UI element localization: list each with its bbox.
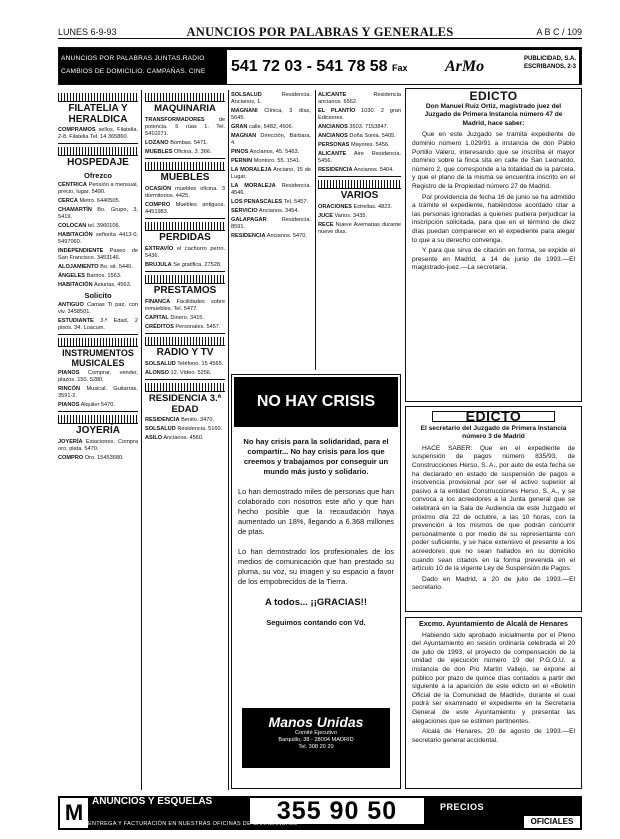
list-item [58,127,138,141]
filatelia-icon [58,93,138,102]
edicto-paragraph: Y para que sirva de citación en forma, se expide el presente en Madrid, a 14 de junio de 1993.—El magistrado-juez.—La secretaria. [412,247,575,272]
list-item: ALOJAMIENTO Bo. sit. 5440. [58,264,133,270]
section-prestamos: PRESTAMOS [153,285,217,296]
org-name: Manos Unidas [268,714,364,730]
list-item: LOS PENASCALES Tel. 5457. [231,199,309,205]
list-item: GALAPAGAR Residencia. 8591. [231,217,311,230]
list-item: LOZANO Bombas. 5471. [145,140,208,146]
list-item: RINCÓN Musical. Guitarras. 3591-2. [58,386,138,399]
instrumentos-icon [58,338,138,347]
footer-phone: 355 90 50 [250,798,424,824]
edicto-paragraph: Alcalá de Henares, 20 de agosto de 1993.—El secretario general accidental. [412,728,575,744]
fax-label: Fax [392,63,408,73]
list-item: COMPRO Oro. 15453680. [58,455,124,461]
manos-unidas-logo [242,708,390,768]
list-item: SOLSALUD Residencia. Ancianos, 1. [231,92,311,105]
column-3 [231,90,311,370]
footer-precios: PRECIOS [440,802,485,812]
list-item: ANCIANOS 3503. 7153847. [318,124,389,130]
crisis-paragraph: Lo han demostrado miles de personas que han colaborado con nosotros este año y que han hecho posible que la recaudación haya aumentado un 18%, llegando a 6.368 millones de ptas. [238,487,394,536]
hospedaje-icon [58,147,138,156]
edicto-title: EDICTO [469,89,518,103]
logo-sub: PUBLICIDAD, S.A. ESCRIBANOS, 2-3 [523,56,576,70]
footer-tagline: ENTREGA Y FACTURACIÓN EN NUESTRAS OFICINAS DE CARABANCHEL [88,821,298,827]
item-text: sellos, Filatelia. 2-8. Filatelia Tel. 14 365860. [58,127,138,140]
edicto-title: Excmo. Ayuntamiento de Alcalá de Henares [419,619,568,628]
edicto-box-2 [405,406,582,612]
section-residencia: RESIDENCIA 3.ª EDAD [148,393,222,415]
radio-icon [145,337,225,346]
footer-oficiales: OFICIALES [524,816,580,828]
edicto-box-1 [405,88,582,402]
subsection-solicito: Solicito [84,291,112,300]
list-item: EXTRAVÍO el cachorro perro. 5436. [145,246,225,259]
section-filatelia: FILATELIA Y HERALDICA [68,103,128,125]
edicto-box-3 [405,617,582,789]
list-item: SERVICIO Ancianos. 3454. [231,208,300,214]
list-item: CHAMARTÍN Bo. Grupo, 3, 5419. [58,207,138,220]
list-item: COLOCAN tel. 3960106. [58,223,121,229]
list-item: ESTUDIANTE 3.ª Edad, 2 pisos. 34. Loacum. [58,318,138,331]
list-item: CAPITAL Dinero. 3415. [145,315,204,321]
footer-logo: M [60,798,88,828]
list-item: MUEBLES Oficina. 3. 366. [145,149,212,155]
band-line: CAMBIOS DE DOMICILIO. CAMPAÑAS. CINE [61,68,206,75]
list-item: INDEPENDIENTE Paseo de San Francisco. 3453146. [58,248,138,261]
list-item: PERNIN Montoro. 55. 1541. [231,158,301,164]
logo-text: ArMo [445,58,485,75]
section-joyeria: JOYERÍA [76,425,120,436]
list-item: ORACIONES Estrellas. 4823. [318,204,393,210]
list-item: JUCE Varios. 3435. [318,213,368,219]
item-key: COMPRAMOS [58,127,96,133]
list-item: PIANOS Comprar, vender, plazos. 150. 5280. [58,370,138,383]
list-item: CÉNTRICA Pensión a mensual, precio, lugar. 5490. [58,182,138,195]
list-item: ALICANTE Aire Residencia. 5456. [318,151,401,164]
crisis-paragraph: Lo han demostrado los profesionales de los medios de comunicación que han prestado su pluma, su voz, su imagen y su espacio a favor de los empobrecidos de la Tierra. [238,547,394,586]
list-item: RECE Nueve Avemarias durante nueve días. [318,222,401,235]
edicto-paragraph: Habiendo sido aprobado inicialmente por el Pleno del Ayuntamiento en sesión ordinaria celebrada el 20 de julio de 1993, el proyecto de compensación de la unidad de ejecución número 19 del P.G.O.U. a instancia de don Pío Martín Vallejo, se expone al público por plazo de quince días contados a partir del siguiente a la aparición de este edicto en el «Boletín Oficial de la Comunidad de Madrid», durante el cual podrá ser examinado el expediente en la Secretaría General de este Ayuntamiento y presentar las alegaciones que se estimen pertinentes. [412,631,575,725]
column-1 [58,90,138,790]
column-4 [318,90,401,370]
list-item: ASILO Ancianos. 4560. [145,435,204,441]
varios-icon [318,180,401,189]
list-item: MAGNAN Dirección, Bárbara, 4. [231,133,311,146]
list-item: JOYERÍA Estaciones. Compra oro, plata. 5470. [58,439,138,452]
section-maquinaria: MAQUINARIA [154,103,216,114]
column-2 [145,90,225,790]
edicto-subtitle: El secretario del Juzgado de Primera Instancia número 3 de Madrid [420,424,567,441]
section-radio: RADIO Y TV [156,347,214,358]
org-address: Barquillo, 38 - 28004 MADRID [278,737,354,743]
phone-numbers: 541 72 03 - 541 78 58 [231,58,388,75]
crisis-sign: Seguimos contando con Vd. [266,618,366,627]
list-item: LA MORALEJA Anciano, 15 de Lugar. [231,167,311,180]
edicto-paragraph: Por providencia de fecha 16 de junio se ha admitido a trámite el expediente, habiéndose acordado citar a las personas ignoradas a quienes pudiera perjudicar la inscripción solicitada, para que en el término de diez días puedan comparecer en el expediente para alegar lo que a su derecho convenga. [412,193,575,244]
page-header [58,25,582,39]
edicto-paragraph: HACE SABER: Que en el expediente de suspensión de pagos número 835/93, de Construcciones Herso, S. A., por auto de esta fecha se ha declarado en estado de suspensión de pagos e insolvencia provisional por ser el activo superior al pasivo a la entidad Construcciones Herso, S. A., y se convoca a los acreedores a la Junta general que se celebrará en la Sala de Audiencia de este Juzgado el próximo día 22 de octubre, a las 10 horas, con la prevención a los mismos de que podrán concurrir personalmente o por medio de su representante con poder suficiente, y se hace extensivo el presente a los acreedores que no sean hallados en su domicilio cuando sean citados en la forma prevenida en el artículo 10 de la vigente Ley de Suspensión de Pagos. [412,444,575,573]
list-item: TRANSFORMADORES de potencia. 5 rúas 1. Tel. 5410271. [145,117,225,137]
list-item: FINANCA Facilidades sobre inmuebles. Tel. 5477. [145,299,225,312]
armo-logo [441,50,579,84]
list-item: PIANOS Alquiler 5470. [58,402,115,408]
prestamos-icon [145,275,225,284]
list-item: BRUJULA Se gratifica. 27528. [145,262,222,268]
list-item: COMPRO Muebles antiguos. 4451983. [145,202,225,215]
residencia-icon [145,383,225,392]
list-item: GRAN calle, 5482, 4506. [231,124,294,130]
header-title: ANUNCIOS POR PALABRAS Y GENERALES [186,25,454,39]
section-instrumentos: INSTRUMENTOS MUSICALES [62,348,134,368]
list-item: MAGNANI Clínica, 3 días, 5645. [231,108,311,121]
edicto-paragraph: Que en este Juzgado se tramita expediente de dominio número 1.029/91 a instancia de don Pablo Portillo Valero, interesando que se inscriba el mayor dominio sobre la finca sita en calle de San Leonardo, número 2, que corresponde a la totalidad de la parcela, y que el plano de la misma se encuentra inscrito en el Registro de la Propiedad número 27 de Madrid. [412,131,575,190]
section-muebles: MUEBLES [160,172,210,183]
joyeria-icon [58,415,138,424]
list-item: RESIDENCIA Benito. 3470. [145,417,215,423]
header-date: LUNES 6-9-93 [58,27,117,37]
list-item: RESIDENCIA Ancianos. 5470. [231,233,307,239]
list-item: ANTIGUO Camas Ti paz, con viv. 3458501. [58,302,138,315]
crisis-title: NO HAY CRISIS [234,377,398,427]
manos-unidas-ad [231,374,401,789]
list-item: OCASIÓN muebles oficina. 3 dormitorios. 4425. [145,186,225,199]
org-phone: Tel. 308 20 20 [298,744,334,750]
band-line: ANUNCIOS POR PALABRAS JUNTAS.RADIO [61,55,205,62]
crisis-statement: No hay crisis para la solidaridad, para el compartir... No hay crisis para los que creemos y trabajamos por conseguir un mundo más justo y solidario. [243,437,389,476]
list-item: HABITACIÓN señorita 4413-0, 5497060. [58,232,138,245]
list-item: PINOS Ancianos, 45. 5463. [231,149,300,155]
list-item: HABITACIÓN Asturias, 4563. [58,282,132,288]
maquinaria-icon [145,93,225,102]
subsection-ofrezco: Ofrezco [84,171,112,180]
list-item: PERSONAS Mayores. 5456. [318,142,390,148]
section-hospedaje: HOSPEDAJE [67,157,129,168]
list-item: ALONSO 12. Vídeo. 5256. [145,370,212,376]
list-item: CERCA Metro. 6440505. [58,198,121,204]
band-services [61,52,225,78]
list-item: ÁNGELES Barrios. 1563. [58,273,122,279]
list-item: CRÉDITOS Personales. 5457. [145,324,221,330]
section-perdidas: PERDIDAS [159,232,211,243]
list-item: ALICANTE Residencia ancianos. 6562. [318,92,401,105]
footer-band [58,796,582,830]
contact-band [58,47,582,85]
org-sub: Comité Ejecutivo [295,730,337,736]
edicto-paragraph: Dado en Madrid, a 20 de julio de 1993.—El secretario. [412,575,575,592]
muebles-icon [145,162,225,171]
section-varios: VARIOS [340,190,379,201]
footer-anuncios: ANUNCIOS Y ESQUELAS [92,796,213,807]
list-item: EL PLANTÍO 1030. 2 gran Ediciones. [318,108,401,121]
list-item: SOLSALUD Teléfono. 15 4565. [145,361,224,367]
list-item: LA MORALEJA Residencia. 4546. [231,183,311,196]
edicto-subtitle: Don Manuel Ruiz Ortiz, magistrado juez del Juzgado de Primera Instancia número 47 de Madrid, hace saber: [424,102,563,127]
crisis-thanks: A todos... ¡¡GRACIAS!! [264,597,368,608]
list-item: ANCIANOS Doña Sonia. 5405. [318,133,396,139]
header-page: A B C / 109 [536,27,582,37]
edicto-title: EDICTO [432,411,555,422]
list-item: RESIDENCIA Ancianos. 5404. [318,167,394,173]
list-item: SOLSALUD Residencia. 5160. [145,426,223,432]
perdidas-icon [145,222,225,231]
